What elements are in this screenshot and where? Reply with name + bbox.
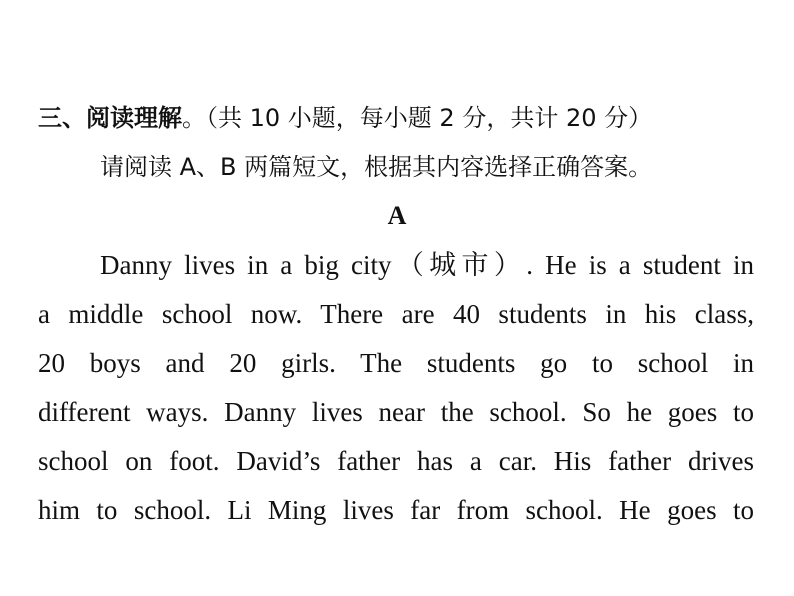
section-title: 阅读理解 bbox=[86, 104, 182, 132]
reading-instruction: 请阅读 A、B 两篇短文，根据其内容选择正确答案。 bbox=[100, 153, 653, 181]
section-number: 三、 bbox=[38, 104, 86, 132]
section-period: 。 bbox=[182, 104, 206, 132]
passage-line: a middle school now. There are 40 students in his class, bbox=[38, 299, 754, 329]
passage-line: different ways. Danny lives near the school. So he goes to bbox=[38, 397, 754, 427]
passage-line: school on foot. David’s father has a car. His father drives bbox=[38, 446, 754, 476]
section-heading bbox=[38, 101, 754, 135]
passage-line: Danny lives in a big city（城市）. He is a student in bbox=[100, 250, 754, 280]
passage-line: him to school. Li Ming lives far from school. He goes to bbox=[38, 495, 754, 525]
passage-line: 20 boys and 20 girls. The students go to school in bbox=[38, 348, 754, 378]
section-score-note: （共 10 小题，每小题 2 分，共计 20 分） bbox=[206, 104, 653, 132]
passage-label: A bbox=[387, 201, 407, 230]
